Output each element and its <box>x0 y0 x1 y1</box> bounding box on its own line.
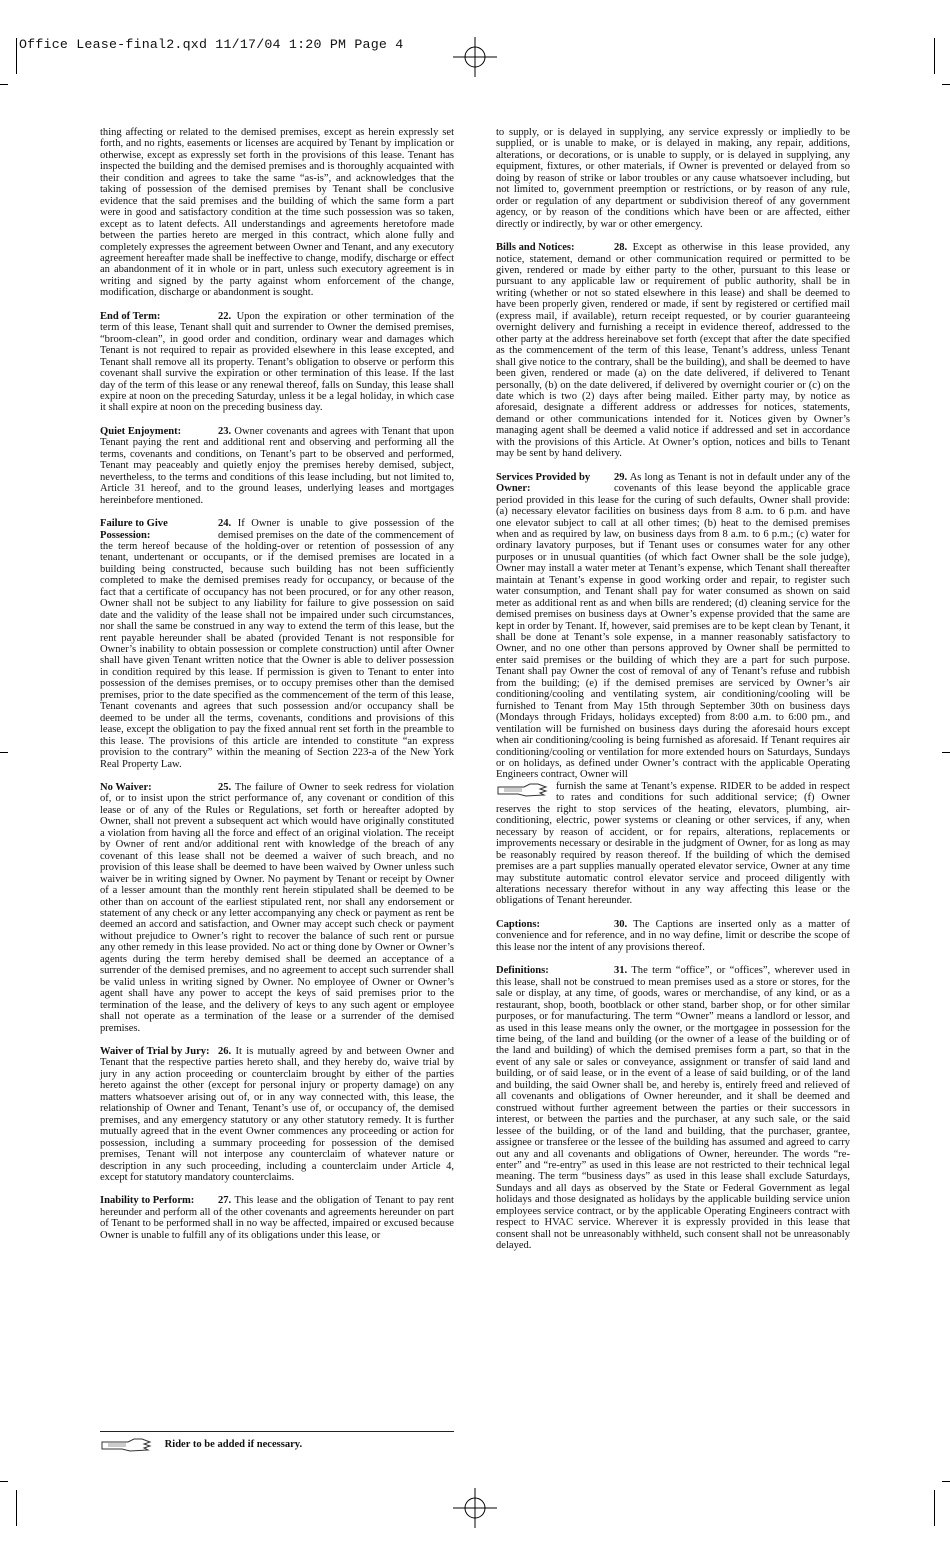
section-25-no-waiver <box>100 782 454 1034</box>
right-column <box>496 127 850 1252</box>
section-text: Except as otherwise in this lease provided, any notice, statement, demand or other communication required or permitted to be given, rendered or made by either party to the other, pursuant to this lease or pursuant to any applicable law or requirement of public authority, shall be in writing (whether or not so stated elsewhere in this lease) and shall be deemed to have been properly given, rendered or made, if sent by registered or certified mail (express mail, if available), return receipt requested, or by courier guaranteeing overnight delivery and furnishing a receipt in evidence thereof, addressed to the other party at the address hereinabove set forth (except that after the date specified as the commencement of the term of this lease, Tenant’s address, unless Tenant shall give notice to the contrary, shall be the building), and shall be deemed to have been given, rendered or made (a) on the date delivered, if delivered to Tenant personally, (b) on the date delivered, if delivered by overnight courier or (c) on the date which is two (2) days after being mailed. Either party may, by notice as aforesaid, designate a different address or addresses for notices, statements, demand or other communications intended for it. Notices given by Owner’s managing agent shall be deemed a valid notice if addressed and set in accordance with the provisions of this Article. At Owner’s option, notices and bills to Tenant may be sent by hand delivery. <box>496 242 850 460</box>
registration-mark-top <box>449 35 501 79</box>
crop-mark-top-left-h <box>0 84 8 85</box>
footnote-text: Rider to be added if necessary. <box>164 1439 303 1451</box>
section-number: 22. <box>218 310 232 322</box>
section-23-quiet-enjoyment <box>100 426 454 506</box>
section-text-part-b: furnish the same at Tenant’s expense. RIDER to be added in respect to rates and conditions for such additional service; (f) Owner reserves the right to stop services of the heating, elevators, plumbing, air-conditioning, electric, power systems or cleaning or other services, if any, when necessary by reason of accident, or for repairs, alterations, replacements or improvements necessary or desirable in the judgment of Owner, for as long as may be reasonably required by reason thereof. If the building of which the demised premises are a part supplies manually operated elevator service, Owner at any time may substitute automatic control elevator service and proceed diligently with alterations necessary therefor without in any way affecting this lease or the obligations of Tenant hereunder. <box>496 780 850 907</box>
section-caption: Inability to Perform: <box>100 1195 195 1207</box>
section-caption: No Waiver: <box>100 782 152 794</box>
left-column <box>100 127 454 1241</box>
crop-mark-top-right-v <box>934 38 935 74</box>
intro-paragraph: thing affecting or related to the demised premises, except as herein expressly set forth, and no rights, easements or licenses are acquired by Tenant by implication or otherwise, except as expressly set forth in the provisions of this lease. Tenant has inspected the building and the demised premises and is thoroughly acquainted with their condition and agrees to take the same “as-is”, and acknowledges that the taking of possession of the demised premises by Tenant shall be conclusive evidence that the said premises and the building of which the same form a part were in good and satisfactory condition at the time such possession was so taken, except as to latent defects. All understandings and agreements heretofore made between the parties hereto are merged in this contract, which alone fully and completely expresses the agreement between Owner and Tenant, and any executory agreement hereafter made shall be ineffective to change, modify, discharge or effect an abandonment of it in whole or in part, unless such executory agreement is in writing and signed by the party against whom enforcement of the change, modification, discharge or abandonment is sought. <box>100 127 454 299</box>
section-caption: End of Term: <box>100 310 161 322</box>
section-caption: Quiet Enjoyment: <box>100 425 182 437</box>
crop-mark-top-left-v <box>16 38 17 74</box>
section-text: Upon the expiration or other termination of the term of this lease, Tenant shall quit and surrender to Owner the demised premises, “broom-clean”, in good order and condition, ordinary wear and damages which Tenant is not required to repair as provided elsewhere in this lease excepted, and Tenant shall remove all its property. Tenant’s obligation to observe or perform this covenant shall survive the expiration or other termination of this lease. If the last day of the term of this lease or any renewal thereof, falls on Sunday, this lease shall expire at noon on the preceding Saturday, unless it be a legal holiday, in which case it shall expire at noon on the preceding business day. <box>100 310 454 414</box>
file-slug-header: Office Lease-final2.qxd 11/17/04 1:20 PM Page 4 <box>19 37 404 52</box>
section-number: 30. <box>614 918 628 930</box>
section-text: It is mutually agreed by and between Owner and Tenant that the respective parties hereto shall, and they hereby do, waive trial by jury in any action proceeding or counterclaim brought by either of the parties hereto against the other (except for personal injury or property damage) on any matters whatsoever arising out of, or in any way connected with, this lease, the relationship of Owner and Tenant, Tenant’s use of, or occupancy of, the demised premises, and any emergency statutory or any other statutory remedy. It is further mutually agreed that in the event Owner commences any proceeding or action for possession, including a summary proceeding for possession of the demised premises, Tenant will not interpose any counterclaim of whatever nature or description in any such proceeding, including a counterclaim under Article 4, except for statutory mandatory counterclaims. <box>100 1045 454 1183</box>
continued-paragraph: to supply, or is delayed in supplying, any service expressly or impliedly to be supplied, or is unable to make, or is delayed in making, any repair, additions, alterations, or decorations, or is unable to supply, or is delayed in supplying, any equipment, fixtures, or other materials, if Owner is prevented or delayed from so doing by reason of strike or labor troubles or any cause whatsoever including, but not limited to, government preemption or restrictions, or by reason of any rule, order or regulation of any department or subdivision thereof of any government agency, or by reason of the conditions which have been or are affected, either directly or indirectly, by war or other emergency. <box>496 127 850 230</box>
section-text-part-a: As long as Tenant is not in default under any of the covenants of this lease beyond the applicable grace period provided in this lease for the curing of such defaults, Owner shall provide: (a) necessary elevator facilities on business days from 8 a.m. to 6 p.m. and have one elevator subject to call at all other times; (b) heat to the demised premises when and as required by law, on business days from 8 a.m. to 6 p.m.; (c) water for ordinary lavatory purposes, but if Tenant uses or consumes water for any other purposes or in unusual quantities (of which fact Owner shall be the sole judge), Owner may install a water meter at Tenant’s expense, which Tenant shall thereafter maintain at Tenant’s expense in good working order and repair, to register such water consumption, and Tenant shall pay for water consumed as shown on said meter as additional rent as and when bills are rendered; (d) cleaning service for the demised premises on business days at Owner’s expense provided that the same are kept in order by Tenant. If, however, said premises are to be kept clean by Tenant, it shall be done at Tenant’s sole expense, in a manner reasonably satisfactory to Owner, and no one other than persons approved by Owner shall be permitted to enter said premises or the building of which they are a part for such purpose. Tenant shall pay Owner the cost of removal of any of Tenant’s refuse and rubbish from the building; (e) if the demised premises are serviced by Owner’s air conditioning/cooling and ventilating system, air conditioning/cooling will be furnished to Tenant from May 15th through September 30th on business days (Mondays through Fridays, holidays excepted) from 8:00 a.m. to 6:00 pm., and ventilation will be furnished on business days during the aforesaid hours except when air conditioning/cooling is being furnished as aforesaid. If Tenant requires air conditioning/cooling or ventilation for more extended hours on Saturdays, Sundays or on holidays, as defined under Owner’s contract with the applicable Operating Engineers contract, Owner will <box>496 471 850 781</box>
crop-mark-top-right-h <box>942 84 950 85</box>
pointing-hand-icon <box>100 1437 152 1453</box>
section-caption: Waiver of Trial by Jury: <box>100 1045 210 1057</box>
section-caption: Definitions: <box>496 965 549 977</box>
section-caption: Failure to Give Possession: <box>100 518 168 541</box>
section-number: 24. <box>218 518 232 530</box>
section-number: 29. <box>614 471 628 483</box>
section-22-end-of-term <box>100 311 454 414</box>
crop-mark-mid-right-h <box>942 752 950 753</box>
registration-mark-bottom <box>449 1486 501 1530</box>
section-text: This lease and the obligation of Tenant to pay rent hereunder and perform all of the other covenants and agreements hereunder on part of Tenant to be performed shall in no way be affected, impaired or excused because Owner is unable to fulfill any of its obligations under this lease, or <box>100 1195 454 1241</box>
section-text: Owner covenants and agrees with Tenant that upon Tenant paying the rent and additional rent and observing and performing all the terms, covenants and conditions, on Tenant’s part to be observed and performed, Tenant may peaceably and quietly enjoy the premises hereby demised, subject, nevertheless, to the terms and conditions of this lease including, but not limited to, Article 31 hereof, and to the ground leases, underlying leases and mortgages hereinbefore mentioned. <box>100 425 454 506</box>
crop-mark-bottom-right-v <box>934 1490 935 1526</box>
section-number: 28. <box>614 242 628 254</box>
section-24-failure-to-give-possession <box>100 518 454 770</box>
section-caption: Bills and Notices: <box>496 242 575 254</box>
crop-mark-mid-left-h <box>0 752 8 753</box>
section-27-inability-to-perform <box>100 1195 454 1241</box>
section-29-services-provided-by-owner <box>496 472 850 907</box>
rider-footnote <box>100 1431 454 1453</box>
section-number: 25. <box>218 782 232 794</box>
crop-mark-bottom-left-h <box>0 1481 8 1482</box>
section-text: If Owner is unable to give possession of the demised premises on the date of the commencement of the term hereof because of the holding-over or retention of possession of any tenant, undertenant or occupants, or if the demised premises are located in a building being constructed, because such building has not been sufficiently completed to make the demised premises ready for occupancy, or because of the fact that a certificate of occupancy has not been procured, or for any other reason, Owner shall not be subject to any liability for failure to give possession on said date and the validity of the lease shall not be impaired under such circumstances, nor shall the same be construed in any way to extend the term of this lease, but the rent payable hereunder shall be abated (provided Tenant is not responsible for Owner’s inability to obtain possession or complete construction) until after Owner shall have given Tenant written notice that the Owner is able to deliver possession in condition required by this lease. If permission is given to Tenant to enter into possession of the demises premises, or to occupy premises other than the demised premises, prior to the date specified as the commencement of the term of this lease, Tenant covenants and agrees that such possession and/or occupancy shall be deemed to be under all the terms, covenants, conditions and provisions of this lease, except the obligation to pay the fixed annual rent set forth in the preamble to this lease. The provisions of this article are intended to constitute “an express provision to the contrary” within the meaning of Section 223-a of the New York Real Property Law. <box>100 518 454 770</box>
section-text: The Captions are inserted only as a matter of convenience and for reference, and in no way define, limit or describe the scope of this lease nor the intent of any provisions thereof. <box>496 918 850 953</box>
section-number: 27. <box>218 1195 232 1207</box>
section-28-bills-and-notices <box>496 242 850 460</box>
section-number: 26. <box>218 1045 232 1057</box>
section-caption: Services Provided by Owner: <box>496 471 591 495</box>
section-number: 31. <box>614 965 628 977</box>
pointing-hand-icon <box>496 781 548 801</box>
section-caption: Captions: <box>496 918 540 930</box>
section-number: 23. <box>218 425 232 437</box>
crop-mark-bottom-right-h <box>942 1481 950 1482</box>
section-text: The term “office”, or “offices”, wherever used in this lease, shall not be construed to mean premises used as a store or stores, for the sale or display, at any time, of goods, wares or merchandise, of any kind, or as a restaurant, shop, booth, bootblack or other stand, barber shop, or for other similar purposes, or for manufacturing. The term “Owner” means a landlord or lessor, and as used in this lease means only the owner, or the mortgagee in possession for the time being, of the land and building (or the owner of a lease of the building or of the land and building) of which the demised premises form a part, so that in the event of any sale or sales or conveyance, assignment or transfer of said land and building, or of said lease, or in the event of a lease of said building, or of the land and building, the said Owner shall be, and hereby is, entirely freed and relieved of all covenants and obligations of Owner hereunder, and it shall be deemed and construed without further agreement between the parties or their successors in interest, or between the parties and the purchaser, at any such sale, or the said lessee of the building, or of the land and building, that the purchaser, grantee, assignee or transferee or the lessee of the building has assumed and agreed to carry out any and all covenants and obligations of Owner, hereunder. The words “re-enter” and “re-entry” as used in this lease are not restricted to their technical legal meaning. The term “business days” as used in this lease shall exclude Saturdays, Sundays and all days as observed by the State or Federal Government as legal holidays and those designated as holidays by the applicable building service union employees service contract, or by the applicable Operating Engineers contract with respect to HVAC service. Wherever it is expressly provided in this lease that consent shall not be unreasonably withheld, such consent shall not be unreasonably delayed. <box>496 965 851 1252</box>
section-30-captions <box>496 919 850 953</box>
crop-mark-bottom-left-v <box>16 1490 17 1526</box>
section-26-waiver-of-trial-by-jury <box>100 1046 454 1183</box>
section-text: The failure of Owner to seek redress for violation of, or to insist upon the strict performance of, any covenant or condition of this lease or of any of the Rules or Regulations, set forth or hereafter adopted by Owner, shall not prevent a subsequent act which would have originally constituted a violation from having all the force and effect of an original violation. The receipt by Owner of rent and/or additional rent with knowledge of the breach of any covenant of this lease shall not be deemed a waiver of such breach, and no provision of this lease shall be deemed to have been waived by Owner unless such waiver be in writing signed by Owner. No payment by Tenant or receipt by Owner of a lesser amount than the monthly rent herein stipulated shall be deemed to be other than on account of the earliest stipulated rent, nor shall any endorsement or statement of any check or any letter accompanying any check or payment as rent be deemed an accord and satisfaction, and Owner may accept such check or payment without prejudice to Owner’s right to recover the balance of such rent or pursue any other remedy in this lease provided. No act or thing done by Owner or Owner’s agents during the term hereby demised shall be deemed an acceptance of a surrender of the demised premises, and no agreement to accept such surrender shall be valid unless in writing signed by Owner. No employee of Owner or Owner’s agent shall have any power to accept the keys of said premises prior to the termination of the lease, and the delivery of keys to any such agent or employee shall not operate as a termination of the lease or a surrender of the demised premises. <box>100 782 454 1034</box>
section-31-definitions <box>496 965 850 1251</box>
